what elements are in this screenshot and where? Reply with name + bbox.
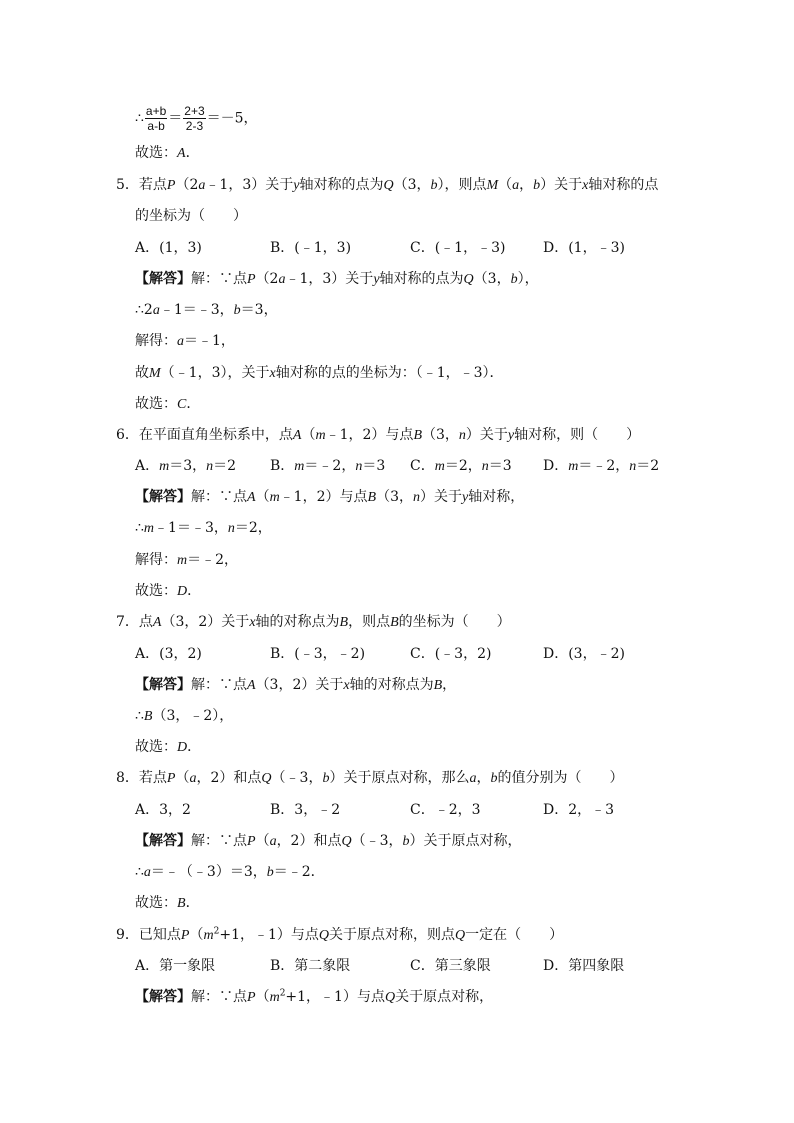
- question-7-stem: [116, 612, 511, 633]
- stem-text: （3，: [393, 177, 431, 193]
- var: m: [143, 521, 155, 536]
- var: Q: [455, 928, 466, 943]
- sol-text: （: [255, 833, 270, 849]
- var: B: [413, 428, 422, 443]
- stem-text: 轴对称的点为: [299, 177, 384, 193]
- var: Q: [463, 272, 474, 287]
- var: a: [469, 771, 477, 786]
- question-number: 6．: [116, 427, 139, 443]
- question-5-stem-cont: 的坐标为（ ）: [135, 208, 247, 224]
- option-b: B．3，﹣2: [270, 802, 341, 818]
- var: n: [458, 428, 466, 443]
- stem-text: ﹣1，2）与点: [325, 427, 414, 443]
- var: M: [486, 178, 499, 193]
- solution-5-line3: [135, 331, 235, 352]
- solution-6-answer: [135, 581, 201, 602]
- sol-text: 解：∵点: [191, 271, 247, 287]
- var: a: [152, 303, 160, 318]
- sol-text: （3，: [376, 489, 413, 505]
- var: B: [433, 678, 443, 693]
- solution-tag: 【解答】: [135, 989, 191, 1005]
- answer-label: 故选：: [135, 583, 177, 599]
- answer-label: 故选：: [135, 145, 177, 161]
- var: A: [247, 490, 256, 505]
- option-c: C．(﹣1，﹣3): [410, 240, 506, 256]
- stem-text: 若点: [138, 177, 167, 193]
- var: a: [512, 178, 520, 193]
- stem-text: 已知点: [138, 927, 181, 943]
- superscript: 2: [279, 988, 286, 999]
- var: m: [269, 490, 280, 505]
- var: m: [177, 553, 188, 568]
- stem-text: 在平面直角坐标系中，点: [138, 427, 293, 443]
- var: a: [189, 771, 197, 786]
- stem-text: （: [189, 927, 204, 943]
- fraction-ab: [145, 104, 167, 133]
- solution-7-line1: [135, 675, 456, 696]
- solution-tag: 【解答】: [135, 489, 191, 505]
- var: B: [367, 490, 377, 505]
- var: P: [247, 834, 256, 849]
- stem-text: （﹣3，: [271, 770, 323, 786]
- equals-sign: ＝: [168, 110, 183, 127]
- fraction-numerator: a+b: [145, 104, 167, 118]
- answer-letter: D: [177, 584, 188, 599]
- option-d: D．(1，﹣3): [543, 240, 625, 256]
- stem-text: ，则点: [348, 614, 391, 630]
- equation-result: ＝－5，: [206, 110, 258, 127]
- sol-text: ，2）和点: [276, 833, 342, 849]
- solution-5-answer: [135, 394, 200, 415]
- opt-text: ＝3: [362, 458, 386, 474]
- opt-text: ＝﹣2，: [304, 458, 356, 474]
- var: b: [533, 178, 541, 193]
- solution-9-line1: [135, 987, 493, 1008]
- stem-text: （2: [175, 177, 199, 193]
- stem-text: 关于原点对称，则点: [329, 927, 456, 943]
- solution-5-line1: [135, 269, 539, 290]
- sol-text: （﹣3，: [351, 833, 403, 849]
- solution-5-line4: [135, 363, 504, 384]
- opt-text: ＝2: [213, 458, 237, 474]
- sol-text: （3，2）关于: [255, 677, 344, 693]
- opt-text: ＝﹣2，: [578, 458, 630, 474]
- var: m: [203, 928, 214, 943]
- stem-text: ）关于原点对称，那么: [329, 770, 470, 786]
- option-c: C．第三象限: [410, 958, 491, 974]
- stem-text: 轴对称的点: [588, 177, 659, 193]
- sol-text: ∴2: [135, 302, 153, 318]
- var: B: [390, 615, 399, 630]
- var: P: [247, 990, 256, 1005]
- question-number: 8．: [116, 770, 139, 786]
- solution-8-line2: [135, 862, 325, 883]
- option-a: [135, 456, 236, 477]
- stem-text: 的坐标为（ ）: [398, 614, 511, 630]
- opt-text: ＝2: [636, 458, 660, 474]
- var: A: [292, 428, 302, 443]
- stem-text: （3，2）关于: [161, 614, 250, 630]
- question-5-stem: [116, 175, 658, 196]
- stem-text: 轴对称，则（ ）: [514, 427, 641, 443]
- stem-text: ，: [476, 770, 491, 786]
- fraction-numbers: [183, 104, 205, 133]
- var: m: [269, 990, 280, 1005]
- var: m: [294, 459, 305, 474]
- option-b: B．(﹣3，﹣2): [270, 646, 366, 662]
- option-a: A．第一象限: [135, 958, 216, 974]
- stem-text: ）关于: [540, 177, 583, 193]
- stem-text: 的值分别为（ ）: [497, 770, 624, 786]
- sol-text: 轴对称，: [468, 489, 525, 505]
- var: n: [206, 459, 214, 474]
- var: x: [343, 678, 350, 693]
- var: m: [159, 459, 170, 474]
- var: P: [180, 928, 190, 943]
- sol-text: ∴: [135, 864, 144, 880]
- option-c: [410, 456, 512, 477]
- sol-text: ∴: [135, 520, 144, 536]
- question-number: 5．: [116, 177, 139, 193]
- answer-end: ．: [186, 396, 201, 412]
- sol-text: ﹣1＝﹣3，: [159, 302, 234, 318]
- var: a: [177, 334, 184, 349]
- solution-8-line1: [135, 831, 522, 852]
- var: a: [269, 834, 277, 849]
- var: P: [166, 178, 176, 193]
- option-c: C．﹣2，3: [410, 802, 481, 818]
- var: b: [490, 771, 498, 786]
- var: m: [568, 459, 579, 474]
- answer-letter: C: [177, 397, 187, 412]
- sol-text: 关于原点对称，: [395, 989, 494, 1005]
- sol-text: ﹣1＝﹣3，: [154, 520, 228, 536]
- stem-text: ﹣1，3）关于: [205, 177, 294, 193]
- var: x: [269, 366, 276, 381]
- var: b: [510, 272, 518, 287]
- var: b: [322, 771, 330, 786]
- sol-text: ）关于: [420, 489, 462, 505]
- stem-text: 点: [138, 614, 153, 630]
- var: b: [233, 303, 241, 318]
- solution-7-answer: [135, 737, 201, 758]
- var: A: [152, 615, 162, 630]
- option-d: D．(3，﹣2): [543, 646, 625, 662]
- var: x: [582, 178, 589, 193]
- sol-text: 解：∵点: [191, 489, 247, 505]
- var: b: [266, 865, 274, 880]
- sol-text: ﹣1，2）与点: [279, 489, 368, 505]
- sol-text: 解：∵点: [191, 989, 247, 1005]
- var: M: [149, 366, 161, 381]
- option-b: B．第二象限: [270, 958, 351, 974]
- option-a: A．(3，2): [135, 646, 202, 662]
- var: m: [434, 459, 445, 474]
- opt-text: D．: [543, 458, 569, 474]
- answer-label: 故选：: [135, 895, 177, 911]
- var: P: [247, 272, 256, 287]
- solution-7-line2: [135, 706, 233, 727]
- option-d: D．2，﹣3: [543, 802, 615, 818]
- sol-text: ）关于原点对称，: [409, 833, 522, 849]
- var: P: [166, 771, 176, 786]
- sol-text: 解得：: [135, 552, 177, 568]
- opt-text: ＝2，: [444, 458, 482, 474]
- intro-answer: [135, 143, 200, 164]
- var: B: [339, 615, 349, 630]
- opt-text: A．: [135, 458, 160, 474]
- opt-text: ＝3，: [169, 458, 207, 474]
- answer-end: ．: [185, 895, 200, 911]
- sol-text: 轴对称的点为: [379, 271, 464, 287]
- var: x: [249, 615, 256, 630]
- option-d: [543, 456, 659, 477]
- sol-text: （3，﹣2），: [152, 708, 234, 724]
- solution-5-line2: [135, 300, 278, 321]
- sol-text: ＝﹣2．: [273, 864, 325, 880]
- option-a: A．(1，3): [135, 240, 202, 256]
- solution-tag: 【解答】: [135, 833, 191, 849]
- var: n: [629, 459, 637, 474]
- fraction-denominator: a-b: [147, 119, 165, 133]
- var: Q: [341, 834, 352, 849]
- option-d: D．第四象限: [543, 958, 625, 974]
- answer-label: 故选：: [135, 396, 177, 412]
- var: Q: [261, 771, 272, 786]
- solution-tag: 【解答】: [135, 271, 191, 287]
- answer-letter: D: [177, 740, 188, 755]
- sol-text: ＝﹣（﹣3）＝3，: [150, 864, 267, 880]
- solution-8-answer: [135, 893, 200, 914]
- stem-text: 轴的对称点为: [255, 614, 340, 630]
- stem-text: （: [301, 427, 316, 443]
- sol-text: 解：∵点: [191, 677, 247, 693]
- sol-text: （: [255, 989, 270, 1005]
- sol-text: （3，: [473, 271, 511, 287]
- answer-end: ．: [187, 739, 202, 755]
- sol-text: ∴: [135, 708, 144, 724]
- answer-label: 故选：: [135, 739, 177, 755]
- option-b: B．(﹣1，3): [270, 240, 352, 256]
- sol-text: ＝3，: [240, 302, 278, 318]
- answer-letter: A: [177, 146, 186, 161]
- solution-6-line2: [135, 518, 272, 539]
- opt-text: ＝3: [488, 458, 512, 474]
- sol-text: 解：∵点: [191, 833, 247, 849]
- var: a: [198, 178, 206, 193]
- sol-text: ＝﹣2，: [187, 552, 239, 568]
- sol-text: ﹣1，3）关于: [285, 271, 374, 287]
- var: n: [227, 521, 235, 536]
- var: y: [507, 428, 515, 443]
- stem-text: （3，: [422, 427, 459, 443]
- sol-text: ，: [442, 677, 457, 693]
- therefore-symbol: ∴: [135, 110, 144, 127]
- sol-text: （2: [255, 271, 279, 287]
- stem-text: （: [175, 770, 190, 786]
- var: a: [143, 865, 151, 880]
- answer-letter: B: [177, 896, 186, 911]
- option-c: C．(﹣3，2): [410, 646, 492, 662]
- question-8-stem: [116, 768, 623, 789]
- sol-text: 轴的对称点为: [349, 677, 434, 693]
- var: m: [315, 428, 326, 443]
- var: y: [373, 272, 380, 287]
- stem-text: ），则点: [437, 177, 487, 193]
- sol-text: 故: [135, 365, 149, 381]
- var: b: [402, 834, 410, 849]
- question-9-stem: [116, 925, 563, 946]
- var: n: [413, 490, 420, 505]
- sol-text: +1，﹣1）与点: [285, 989, 385, 1005]
- sol-text: ＝2，: [234, 520, 272, 536]
- var: B: [143, 709, 153, 724]
- option-b: [270, 456, 385, 477]
- var: a: [278, 272, 286, 287]
- var: n: [481, 459, 489, 474]
- var: b: [430, 178, 438, 193]
- answer-end: ．: [187, 583, 202, 599]
- opt-text: B．: [270, 458, 295, 474]
- fraction-numerator: 2+3: [184, 104, 205, 118]
- var: Q: [384, 990, 396, 1005]
- var: n: [355, 459, 363, 474]
- stem-text: ）关于: [465, 427, 508, 443]
- var: y: [462, 490, 469, 505]
- sol-text: （﹣1，3），关于: [160, 365, 270, 381]
- sol-text: ），: [517, 271, 539, 287]
- stem-text: ，: [519, 177, 534, 193]
- question-number: 9．: [116, 927, 139, 943]
- intro-equation: [135, 104, 258, 133]
- answer-end: ．: [185, 145, 200, 161]
- opt-text: C．: [410, 458, 435, 474]
- sol-text: 解得：: [135, 333, 177, 349]
- superscript: 2: [213, 926, 220, 937]
- var: Q: [318, 928, 330, 943]
- var: Q: [383, 178, 394, 193]
- stem-text: 一定在（ ）: [465, 927, 564, 943]
- stem-text: +1，﹣1）与点: [219, 927, 319, 943]
- option-a: A．3，2: [135, 802, 191, 818]
- stem-text: 若点: [138, 770, 167, 786]
- solution-6-line3: [135, 550, 238, 571]
- solution-6-line1: [135, 487, 524, 508]
- question-6-stem: [116, 425, 640, 446]
- question-number: 7．: [116, 614, 139, 630]
- fraction-denominator: 2-3: [185, 119, 204, 133]
- var: A: [247, 678, 256, 693]
- var: y: [293, 178, 300, 193]
- stem-text: （: [498, 177, 513, 193]
- sol-text: （: [255, 489, 270, 505]
- sol-text: ＝﹣1，: [184, 333, 235, 349]
- sol-text: 轴对称的点的坐标为：（﹣1，﹣3）．: [275, 365, 504, 381]
- solution-tag: 【解答】: [135, 677, 191, 693]
- stem-text: ，2）和点: [196, 770, 262, 786]
